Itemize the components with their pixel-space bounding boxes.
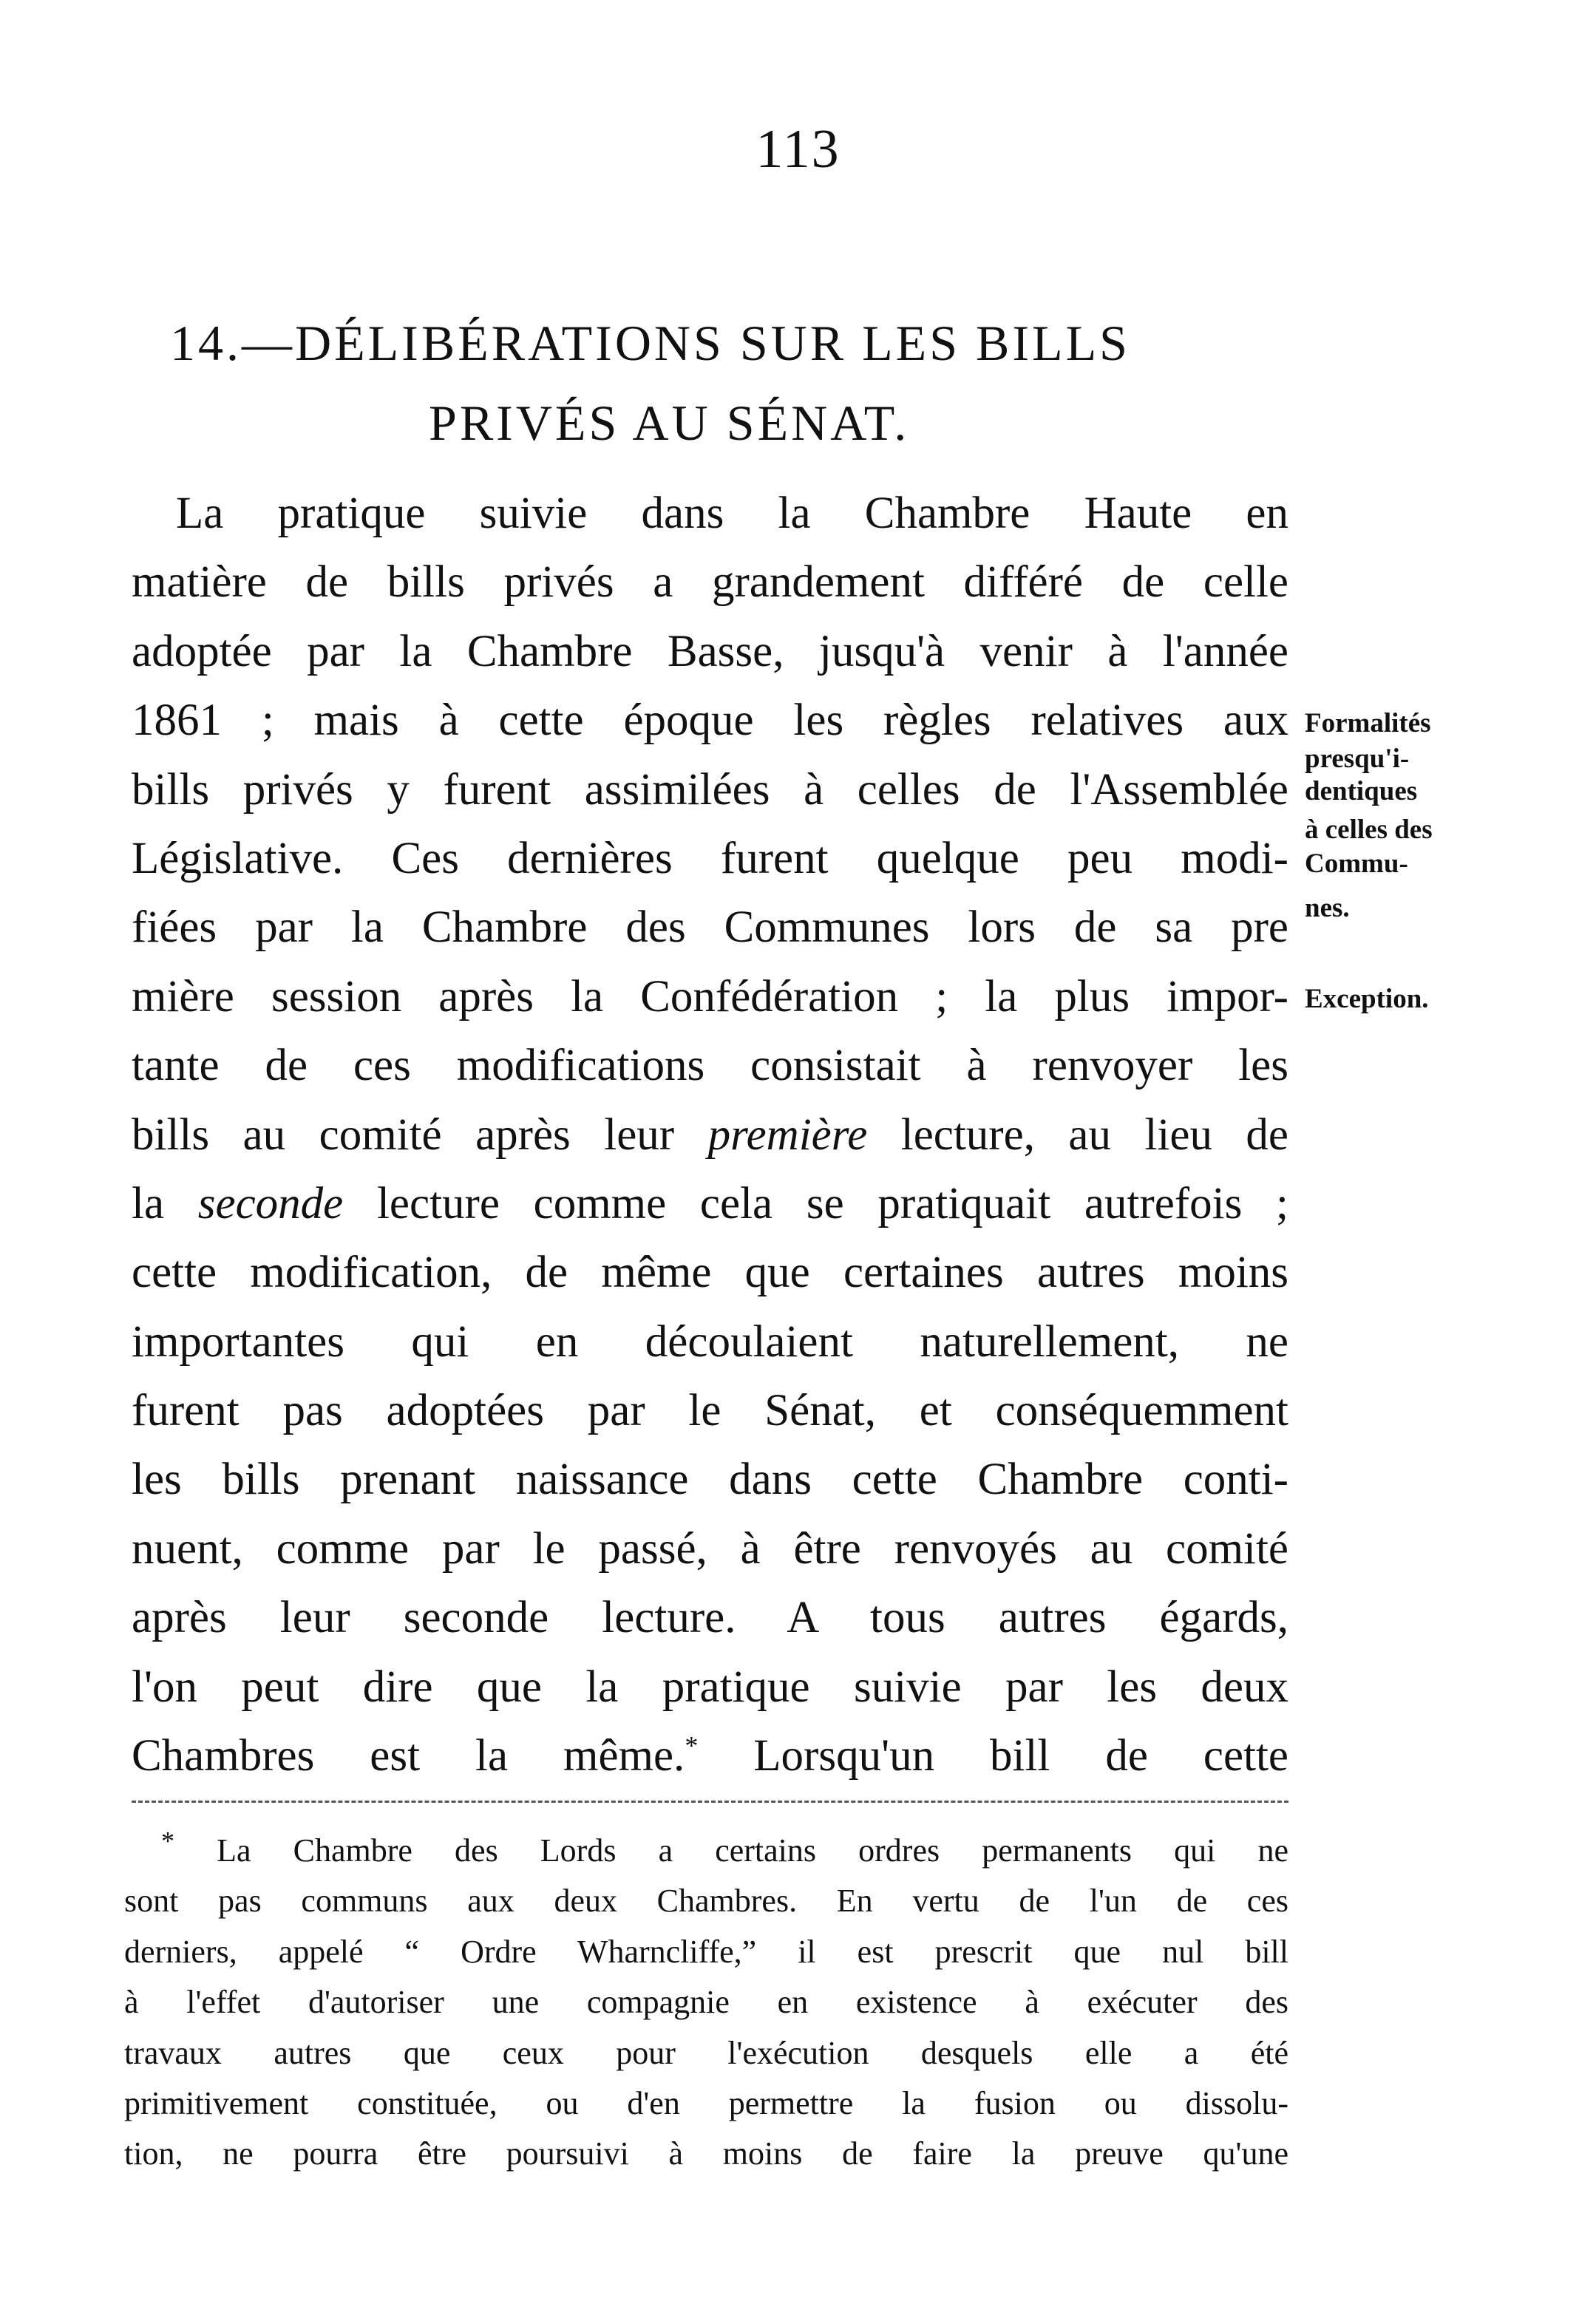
margin-note: dentiques: [1305, 776, 1418, 806]
margin-note: à celles des: [1305, 815, 1433, 845]
margin-note: Formalités: [1305, 708, 1431, 738]
footnote: [124, 1826, 1288, 2180]
body-line: La pratique suivie dans la Chambre Haute en: [176, 489, 1288, 538]
body-line: cette modification, de même que certaines autres moins: [132, 1248, 1288, 1298]
body-line: nuent, comme par le passé, à être renvoyés au comité: [132, 1523, 1288, 1574]
italic-word: seconde: [197, 1178, 344, 1228]
footnote-reference: *: [685, 1730, 699, 1761]
footnote-line: travaux autres que ceux pour l'exécution desquels elle a été: [124, 2034, 1288, 2071]
footnote-line: tion, ne pourra être poursuivi à moins de faire la preuve qu'une: [124, 2135, 1288, 2172]
body-text-segment: la: [132, 1178, 198, 1228]
body-text-segment: Chambres est la même.: [132, 1731, 685, 1781]
body-line: adoptée par la Chambre Basse, jusqu'à venir à l'année: [132, 626, 1288, 676]
italic-word: première: [707, 1109, 868, 1160]
footnote-line: à l'effet d'autoriser une compagnie en existence à exécuter des: [124, 1984, 1288, 2021]
body-line: mière session après la Confédération ; la plus impor-: [132, 971, 1288, 1021]
body-line: fiées par la Chambre des Communes lors de sa pre: [132, 902, 1288, 953]
body-line: [132, 1169, 1288, 1238]
margin-note: Exception.: [1305, 984, 1429, 1014]
footnote-text: La Chambre des Lords a certains ordres permanents qui ne: [217, 1832, 1289, 1869]
body-text-segment: bills au comité après leur: [132, 1109, 708, 1160]
body-line: Législative. Ces dernières furent quelque peu modi-: [132, 833, 1288, 883]
margin-note: nes.: [1305, 893, 1350, 923]
section-title: [170, 303, 1264, 463]
body-line: furent pas adoptées par le Sénat, et conséquemment: [132, 1386, 1288, 1436]
margin-note: presqu'i-: [1305, 744, 1410, 774]
footnote-line: [124, 1826, 1288, 1876]
footnote-mark: *: [161, 1826, 174, 1856]
section-title-line-1: 14.—DÉLIBÉRATIONS SUR LES BILLS: [170, 315, 1130, 371]
body-line: importantes qui en découlaient naturellement, ne: [132, 1316, 1288, 1367]
body-text-segment: lecture comme cela se pratiquait autrefois ;: [343, 1178, 1288, 1228]
body-line: [132, 1721, 1288, 1790]
body-line: bills privés y furent assimilées à celles de l'Assemblée: [132, 764, 1288, 815]
footnote-line: sont pas communs aux deux Chambres. En vertu de l'un de ces: [124, 1883, 1288, 1920]
margin-note: Commu-: [1305, 849, 1408, 879]
page-number: 113: [755, 119, 841, 180]
footnote-line: derniers, appelé “ Ordre Wharncliffe,” il est prescrit que nul bill: [124, 1933, 1288, 1970]
footnote-separator: [132, 1801, 1288, 1803]
body-text-segment: lecture, au lieu de: [867, 1109, 1289, 1160]
body-line: après leur seconde lecture. A tous autres égards,: [132, 1593, 1288, 1643]
body-paragraph: [132, 479, 1288, 1790]
body-line: [132, 1101, 1288, 1169]
section-title-line-2: PRIVÉS AU SÉNAT.: [429, 395, 910, 451]
body-text-segment: Lorsqu'un bill de cette: [698, 1731, 1289, 1781]
body-line: l'on peut dire que la pratique suivie par les deux: [132, 1662, 1288, 1712]
body-line: les bills prenant naissance dans cette Chambre conti-: [132, 1455, 1288, 1505]
body-line: tante de ces modifications consistait à renvoyer les: [132, 1041, 1288, 1091]
footnote-line: primitivement constituée, ou d'en permettre la fusion ou dissolu-: [124, 2084, 1288, 2121]
body-line: matière de bills privés a grandement différé de celle: [132, 557, 1288, 608]
body-line: 1861 ; mais à cette époque les règles relatives aux: [132, 696, 1288, 746]
